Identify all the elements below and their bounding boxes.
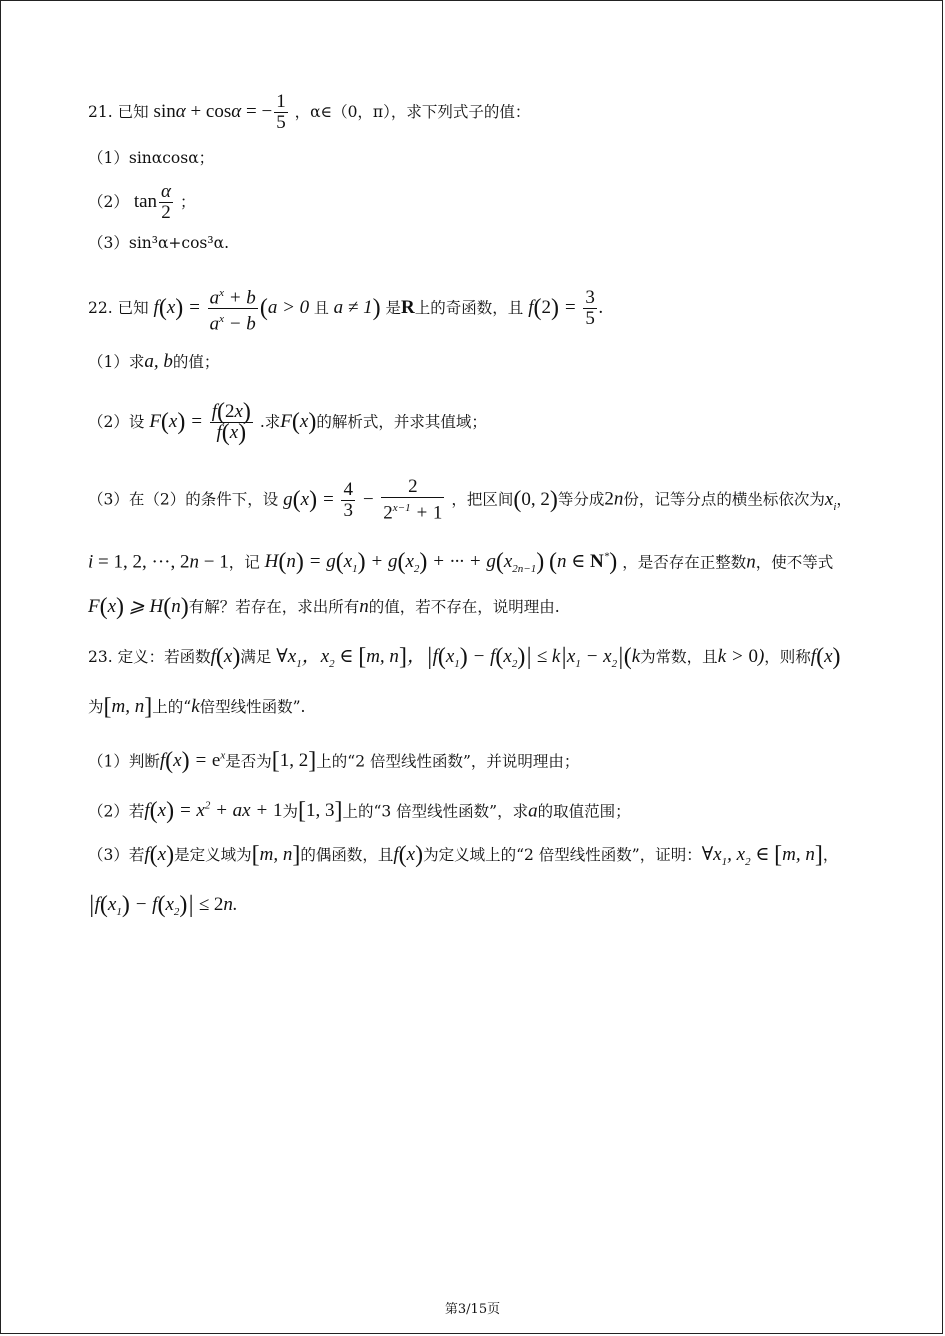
q21-part1: （1）sinαcosα； (88, 149, 215, 167)
q21-equation: sinα + cosα = − $\frac{1}{5}$ (153, 91, 286, 133)
q22-part3-line2: i = 1, 2, ···, 2n − 1，记 $H(n) = g(x_1) + g(x_2)$ + ··· + $g(x_{2n-1})$ (n ∈ N*) ，是否存在正整数n，使不等式 (88, 549, 834, 576)
q22-line: 22. 已知 f(x) = $\frac{a^x + b}{a^x - b}$ (a > 0 且 a ≠ 1) 是R上的奇函数，且 f(2) = $\frac{3}{5}$ . (88, 283, 604, 335)
q22-function-def: f(x) = $\frac{a^x + b}{a^x - b}$ (a > 0 且 a ≠ 1) (154, 297, 381, 318)
q22-part3-line1: （3）在（2）的条件下，设 g(x) = $\frac{4}{3}$ − $\frac{2}{2^{x-1} + 1}$ ，把区间(0, 2)等分成2n份，记等分点的横坐标依次为$x_i$， (88, 476, 852, 524)
q23-part1: （1）判断$f(x) = e^x$是否为[1, 2]上的“2 倍型线性函数”，并说明理由； (88, 748, 580, 775)
q21-condition: ，α∈（0，π），求下列式子的值： (294, 102, 531, 121)
q22-f2-value: f(2) = $\frac{3}{5}$ . (528, 287, 604, 330)
q21-line (88, 92, 530, 133)
q23-number: 23. (88, 648, 113, 666)
q23-line2: 为[m, n]上的“k倍型线性函数”. (88, 694, 306, 720)
q23-part3-line1: （3）若f(x)是定义域为[m, n]的偶函数，且f(x)为定义域上的“2 倍型线性函数”，证明：$\forall x_1$, $x_2$ ∈ [m, n]， (88, 842, 839, 868)
q22-number: 22. (88, 299, 113, 318)
q21-part2: （2） tan $\frac{\alpha}{2}$ ； (88, 181, 196, 223)
q23-line1: 23. 定义：若函数f(x)满足 $\forall x_1$，$x_2$ ∈ [m, n]，$|f(x_1) - f(x_2)| \le k|x_1 - x_2|(k$为常数，且k > 0)，则称f(x) (88, 644, 841, 670)
q23-part2: （2）若$f(x) = x^2$ + ax + 1为[1, 3]上的“3 倍型线性函数”，求a的取值范围； (88, 798, 631, 825)
q21-number: 21. (88, 102, 113, 121)
q21-intro: 已知 (117, 102, 149, 121)
q23-part3-line2: $|f(x_1) - f(x_2)| \le 2n$. (88, 892, 238, 918)
q21-part3: （3）sin³α+cos³α. (88, 234, 229, 252)
page-footer: 第3/15页 (444, 1302, 501, 1317)
q22-part3-line3: F(x) ⩾ H(n)有解？若存在，求出所有n的值，若不存在，说明理由. (88, 594, 560, 620)
q21-tan-expr: tan $\frac{\alpha}{2}$ (133, 181, 172, 223)
q22-part1: （1）求a, b的值； (88, 351, 220, 372)
q22-part2: （2）设 F(x) = $\frac{f(2x)}{f(x)}$ .求F(x)的解析式，并求其值域； (88, 399, 487, 446)
